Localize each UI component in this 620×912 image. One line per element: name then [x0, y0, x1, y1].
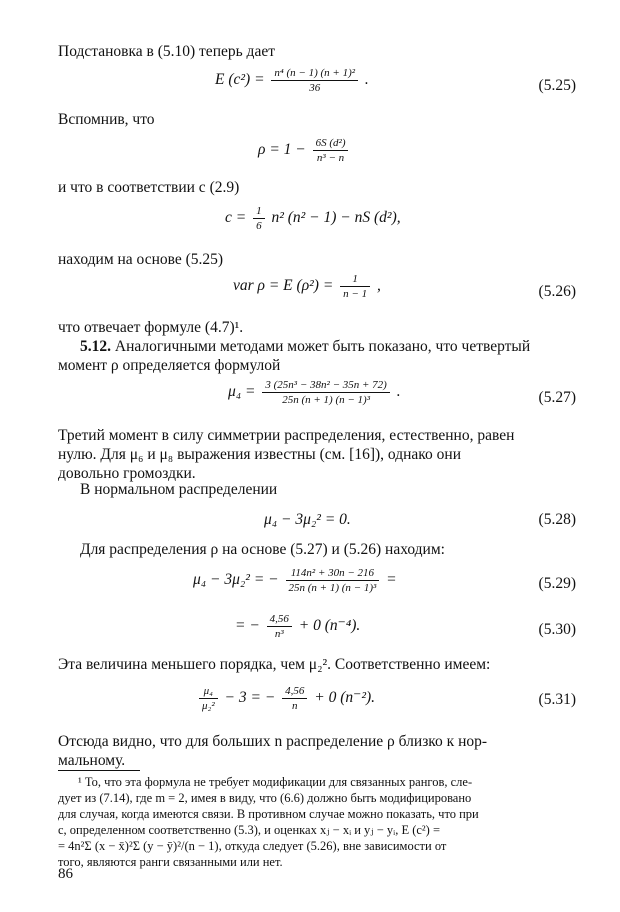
equation-label: (5.31)	[538, 691, 576, 708]
equation-5-29	[193, 566, 397, 595]
equation-tail: .	[396, 383, 401, 401]
equation-5-30	[235, 612, 360, 641]
footnote-line: для случая, когда имеются связи. В противном случае можно показать, что при	[58, 807, 479, 821]
fraction-denominator: n³ − n	[316, 152, 345, 164]
fraction-numerator: 114n² + 30n − 216	[286, 566, 380, 581]
fraction-denominator: μ₂²	[202, 700, 215, 712]
fraction	[262, 378, 389, 407]
text-line: Вспомнив, что	[58, 111, 155, 128]
footnote-line: ¹ То, что эта формула не требует модификации для связанных рангов, сле-	[78, 775, 473, 789]
fraction-denominator: n − 1	[343, 288, 368, 300]
fraction-numerator: 1	[340, 272, 370, 287]
equation-rho	[258, 136, 351, 165]
footnote-line: = 4n²Σ (x − x̄)²Σ (y − ȳ)²/(n − 1), откуда следует (5.26), вне зависимости от	[58, 839, 447, 853]
fraction	[313, 136, 349, 165]
text-line: довольно громоздки.	[58, 465, 196, 482]
equation-label: (5.30)	[538, 621, 576, 638]
equation-tail: + 0 (n⁻²).	[314, 689, 376, 707]
page-number: 86	[58, 866, 73, 882]
fraction-numerator: 4,56	[282, 684, 307, 699]
equation-label: (5.26)	[538, 283, 576, 300]
text-line: Эта величина меньшего порядка, чем μ₂². Соответственно имеем:	[58, 656, 491, 673]
fraction-numerator: 3 (25n³ − 38n² − 35n + 72)	[262, 378, 389, 393]
equation-lhs: μ₄ − 3μ₂² = −	[193, 571, 279, 589]
equation-tail: ,	[376, 277, 381, 295]
fraction-denominator: 25n (n + 1) (n − 1)³	[288, 582, 377, 594]
fraction-numerator: 6S (d²)	[313, 136, 349, 151]
text-line: Отсюда видно, что для больших n распределение ρ близко к нор-	[58, 733, 488, 750]
footnote-line: того, являются ранги связанными или нет.	[58, 855, 283, 869]
fraction-numerator: μ₄	[199, 684, 218, 699]
fraction-numerator: n⁴ (n − 1) (n + 1)²	[271, 66, 358, 81]
footnote-divider	[58, 770, 140, 771]
equation-lhs: μ₄ =	[228, 383, 256, 401]
fraction	[253, 204, 265, 233]
fraction-numerator: 4,56	[267, 612, 292, 627]
fraction	[286, 566, 380, 595]
equation-5-28: μ₄ − 3μ₂² = 0.	[264, 511, 351, 528]
fraction	[271, 66, 358, 95]
section-number: 5.12.	[80, 338, 111, 355]
equation-lhs: E (c²) =	[215, 71, 265, 89]
fraction-denominator: 25n (n + 1) (n − 1)³	[282, 394, 371, 406]
equation-lhs: c =	[225, 209, 247, 227]
equation-tail: =	[386, 571, 397, 589]
equation-label: (5.27)	[538, 389, 576, 406]
fraction	[282, 684, 307, 713]
equation-label: (5.29)	[538, 575, 576, 592]
text-line: нулю. Для μ₆ и μ₈ выражения известны (см. [16]), однако они	[58, 446, 461, 463]
fraction-denominator: n³	[274, 628, 284, 640]
text-line: В нормальном распределении	[80, 481, 278, 498]
equation-lhs: ρ = 1 −	[258, 141, 306, 159]
footnote-line: c, определенном соответственно (5.3), и оценках xⱼ − xᵢ и yⱼ − yᵢ, E (c²) =	[58, 823, 441, 837]
text-line: Подстановка в (5.10) теперь дает	[58, 43, 275, 60]
fraction-denominator: 6	[256, 220, 262, 232]
text-line: и что в соответствии с (2.9)	[58, 179, 240, 196]
equation-tail: n² (n² − 1) − nS (d²),	[271, 209, 401, 227]
text-line	[80, 337, 530, 357]
text-line: мальному.	[58, 752, 126, 769]
fraction	[267, 612, 292, 641]
fraction-numerator: 1	[253, 204, 265, 219]
text-span: Аналогичными методами может быть показано, что четвертый	[114, 338, 531, 355]
text-line: момент ρ определяется формулой	[58, 357, 281, 374]
text-line: находим на основе (5.25)	[58, 251, 224, 268]
equation-tail: .	[364, 71, 369, 89]
equation-5-25	[215, 66, 369, 95]
equation-label: (5.28)	[538, 511, 576, 528]
equation-5-26	[233, 272, 381, 301]
text-line: Третий момент в силу симметрии распределения, естественно, равен	[58, 427, 515, 444]
text-line: Для распределения ρ на основе (5.27) и (5.26) находим:	[80, 541, 445, 558]
fraction-denominator: 36	[309, 82, 321, 94]
equation-lhs: var ρ = E (ρ²) =	[233, 277, 334, 295]
fraction-denominator: n	[292, 700, 298, 712]
equation-lhs: = −	[235, 617, 260, 635]
equation-5-31	[196, 684, 375, 713]
equation-5-27	[228, 378, 401, 407]
equation-tail: + 0 (n⁻⁴).	[298, 617, 361, 635]
equation-mid: − 3 = −	[224, 689, 276, 707]
equation-label: (5.25)	[538, 77, 576, 94]
fraction	[340, 272, 370, 301]
text-line: что отвечает формуле (4.7)¹.	[58, 319, 244, 336]
fraction	[199, 684, 218, 713]
equation-c	[225, 204, 401, 233]
footnote-line: дует из (7.14), где m = 2, имея в виду, что (6.6) должно быть модифицировано	[58, 791, 472, 805]
